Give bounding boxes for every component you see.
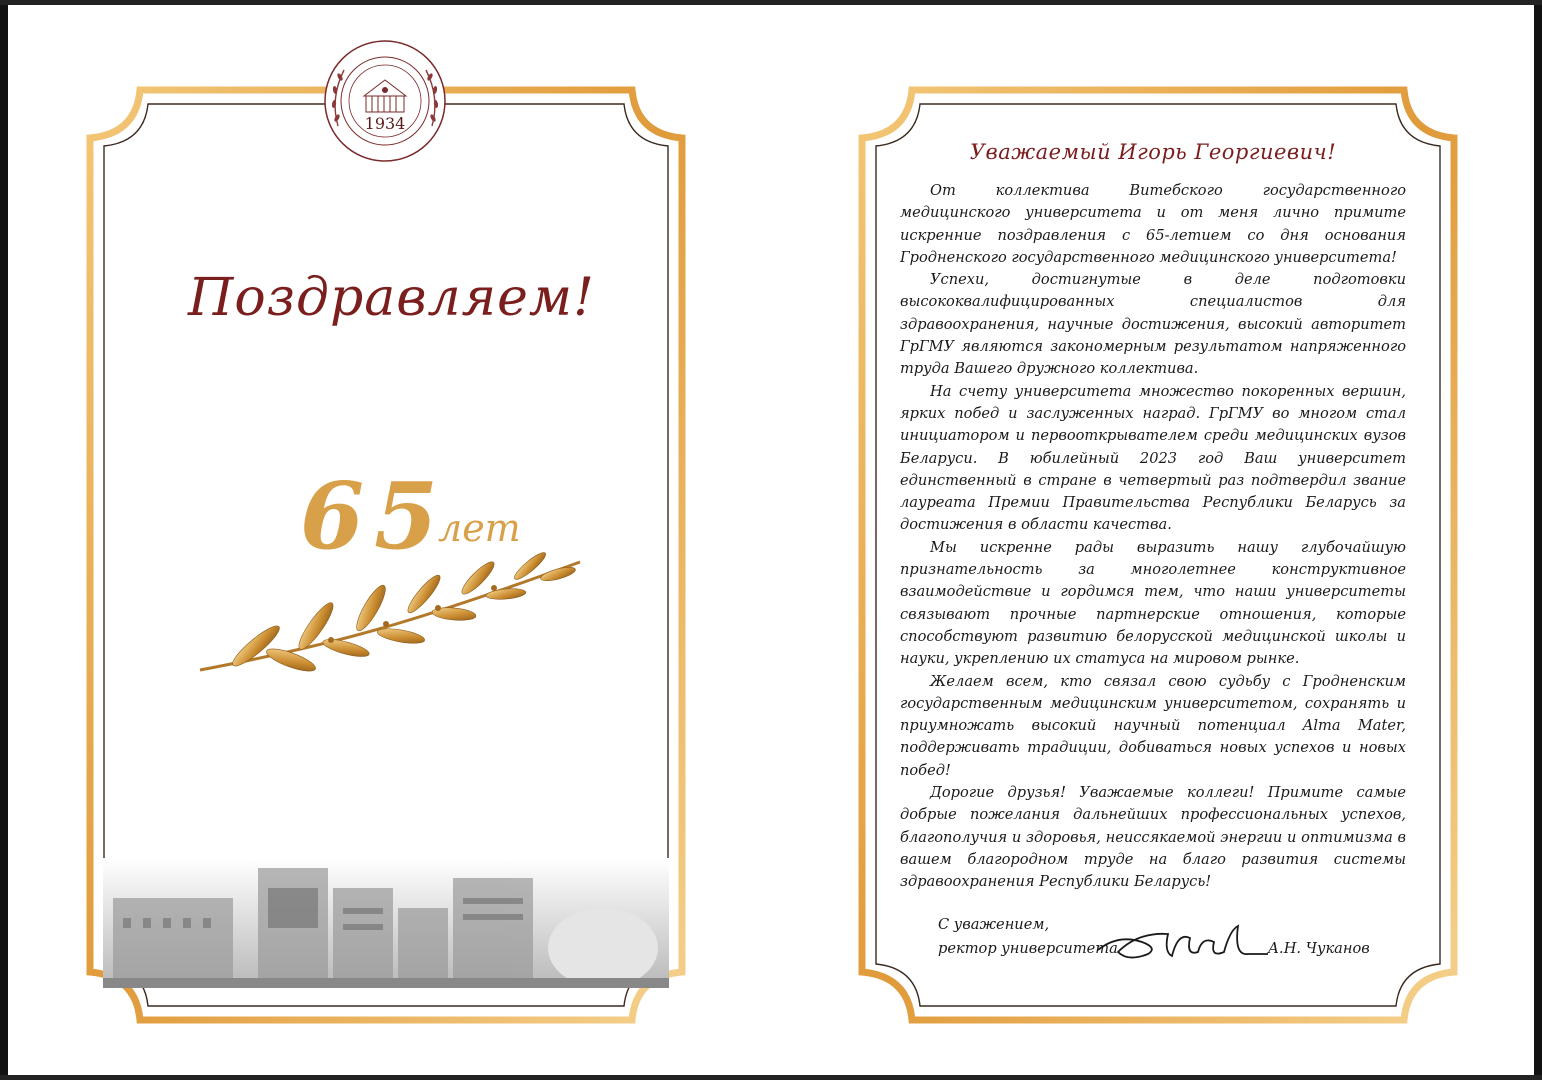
letter-paragraph-1: От коллектива Витебского государственного медицинского университета и от меня лично примите искренние поздравления с 65-летием со дня основания Гродненского государственного медицинского университета! <box>900 182 1406 266</box>
university-seal <box>322 38 448 164</box>
scan-edge-bottom <box>0 1075 1542 1080</box>
scan-edge-right <box>1534 0 1542 1080</box>
letter-greeting: Уважаемый Игорь Георгиевич! <box>969 140 1337 164</box>
scan-edge-top <box>0 0 1542 5</box>
laurel-branch-illustration <box>196 548 586 688</box>
letter-paragraph-5: Желаем всем, кто связал свою судьбу с Гродненским государственным медицинским университетом, сохранять и приумножать высокий научный потенциал Alma Mater, поддерживать традиции, добиваться новых успехов и новых побед! <box>900 672 1406 779</box>
letter-body <box>900 140 1406 894</box>
anniversary-number: 65 <box>300 462 449 570</box>
scan-edge-left <box>0 0 8 1080</box>
signature-position: ректор университета <box>938 940 1118 957</box>
signature-regards: С уважением, <box>938 916 1050 933</box>
letter-paragraph-3: На счету университета множество покоренных вершин, ярких побед и заслуженных наград. ГрГМУ во многом стал инициатором и первооткрывателем среди медицинских вузов Беларуси. В юбилейный 2023 год Ваш университет единственный в стране в четвертый раз подтвердил звание лауреата Премии Правительства Республики Беларусь за достижения в области качества. <box>900 382 1406 534</box>
letter-paragraph-4: Мы искренне рады выразить нашу глубочайшую признательность за многолетнее конструктивное взаимодействие и гордимся тем, что наши университеты связывают прочные партнерские отношения, которые способствуют развитию белорусской медицинской школы и науки, укреплению их статуса на мировом рынке. <box>900 538 1406 668</box>
congratulations-title: Поздравляем! <box>188 268 595 328</box>
letter-paragraph-2: Успехи, достигнутые в деле подготовки высококвалифицированных специалистов для здравоохранения, научные достижения, высокий авторитет ГрГМУ являются закономерным результатом напряженного труда Вашего дружного коллектива. <box>900 271 1406 378</box>
handwritten-signature <box>1098 912 1268 972</box>
signature-name: А.Н. Чуканов <box>1268 940 1370 957</box>
seal-year: 1934 <box>364 114 406 133</box>
anniversary-word: лет <box>438 506 521 550</box>
letter-paragraph-6: Дорогие друзья! Уважаемые коллеги! Примите самые добрые пожелания дальнейших профессиональных успехов, благополучия и здоровья, неиссякаемой энергии и оптимизма в вашем благородном труде на благо развития системы здравоохранения Республики Беларусь! <box>900 784 1406 891</box>
signature-block <box>938 916 1408 972</box>
university-buildings-photo <box>103 858 669 988</box>
